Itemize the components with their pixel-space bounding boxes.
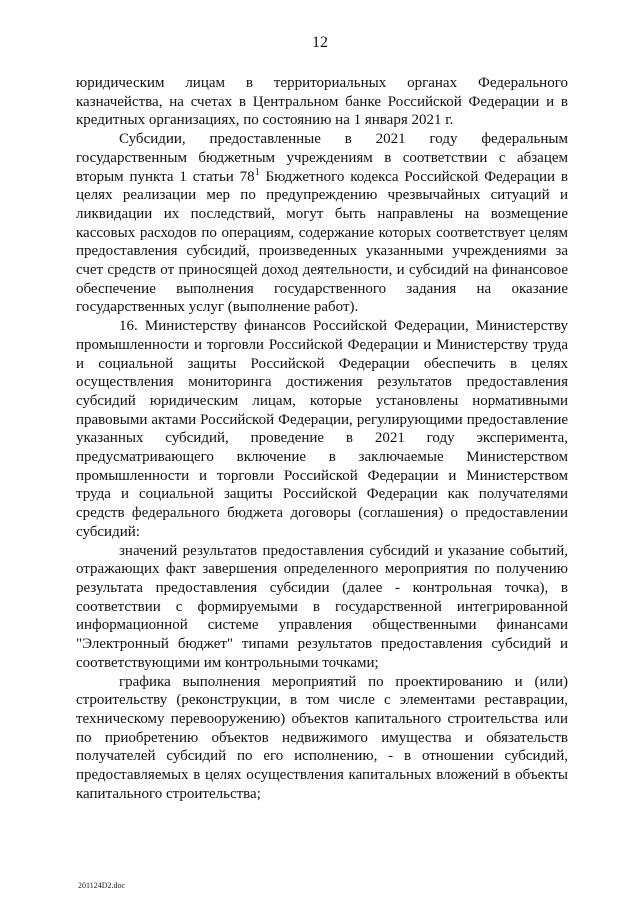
document-body	[76, 74, 568, 803]
paragraph-schedule: графика выполнения мероприятий по проектированию и (или) строительству (реконструкции, в том числе с элементами реставрации, техническому перевооружению) объектов капитального строительства или по приобретению объектов недвижимого имущества и обязательств получателей субсидий по его исполнению, - в отношении субсидий, предоставляемых в целях осуществления капитальных вложений в объекты капитального строительства;	[76, 673, 568, 802]
footer-filename: 201124D2.doc	[78, 881, 126, 890]
paragraph-subsidies-text-end: Бюджетного кодекса Российской Федерации в целях реализации мер по предупреждению чрезвычайных ситуаций и ликвидации их последствий, могут быть направлены на возмещение кассовых расходов по операциям, содержание которых соответствует целям предоставления субсидий, произведенных указанными учреждениями за счет средств от приносящей доход деятельности, и субсидий на финансовое обеспечение выполнения государственного задания на оказание государственных услуг (выполнение работ).	[76, 168, 568, 316]
page-number: 12	[312, 34, 328, 51]
paragraph-subsidies	[76, 130, 568, 317]
footnote-superscript: 1	[254, 166, 260, 178]
paragraph-item-16: 16. Министерству финансов Российской Федерации, Министерству промышленности и торговли Российской Федерации и Министерству труда и социальной защиты Российской Федерации обеспечить в целях осуществления мониторинга достижения результатов предоставления субсидий юридическим лицам, которые установлены нормативными правовыми актами Российской Федерации, регулирующими предоставление указанных субсидий, проведение в 2021 году эксперимента, предусматривающего включение в заключаемые Министерством промышленности и торговли Российской Федерации и Министерством труда и социальной защиты Российской Федерации как получателями средств федерального бюджета договоры (соглашения) о предоставлении субсидий:	[76, 318, 568, 540]
paragraph-continuation: юридическим лицам в территориальных органах Федерального казначейства, на счетах в Центральном банке Российской Федерации и в кредитных организациях, по состоянию на 1 января 2021 г.	[76, 75, 568, 129]
paragraph-result-values: значений результатов предоставления субсидий и указание событий, отражающих факт завершения определенного мероприятия по получению результата предоставления субсидии (далее - контрольная точка), в соответствии с формируемыми в государственной интегрированной информационной системе управления общественными финансами "Электронный бюджет" типами результатов предоставления субсидий и соответствующими им контрольными точками;	[76, 542, 568, 671]
paragraph-subsidies-text-start: Субсидии, предоставленные в 2021 году федеральным государственным бюджетным учреждениям в соответствии с абзацем вторым пункта 1 статьи 78	[76, 131, 568, 185]
